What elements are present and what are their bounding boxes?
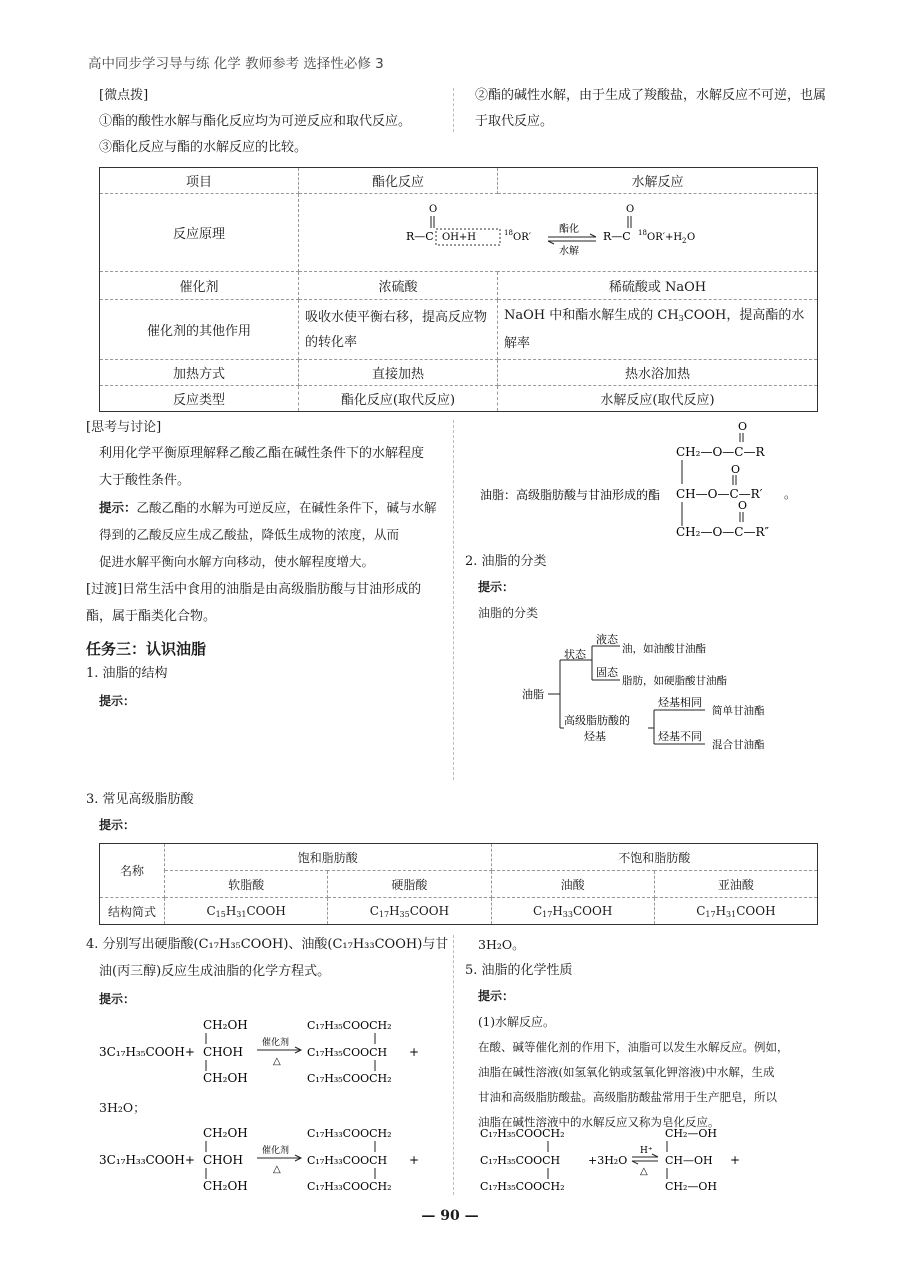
svg-text:3C₁₇H₃₅COOH+: 3C₁₇H₃₅COOH+ — [99, 1045, 195, 1059]
svg-text:2: 2 — [682, 236, 687, 245]
equation-stearin-water: 3H₂O； — [99, 1100, 146, 1115]
page-number: — 90 — — [421, 1208, 479, 1224]
svg-text:C₁₇H₃₅COOCH: C₁₇H₃₅COOCH — [307, 1046, 388, 1059]
svg-text:CH₂—OH: CH₂—OH — [665, 1180, 718, 1193]
svg-text:R—C: R—C — [406, 229, 434, 243]
section-1-hint: 提示： — [99, 694, 136, 708]
discuss-question-2: 大于酸性条件。 — [99, 473, 191, 488]
svg-text:CHOH: CHOH — [203, 1045, 243, 1059]
discuss-label: [思考与讨论] — [86, 420, 162, 435]
section-3-title: 3. 常见高级脂肪酸 — [86, 792, 194, 807]
name-label: 名称 — [100, 844, 165, 898]
fatty-acid-table — [99, 843, 818, 925]
svg-text:酯化: 酯化 — [559, 223, 579, 235]
svg-text:△: △ — [640, 1166, 648, 1177]
cell-catalyst-esterification: 浓硫酸 — [299, 272, 498, 300]
cell-heating-hydrolysis: 热水浴加热 — [498, 360, 818, 386]
svg-text:高级脂肪酸的: 高级脂肪酸的 — [564, 714, 630, 727]
svg-text:催化剂: 催化剂 — [262, 1146, 290, 1156]
svg-text:CH₂OH: CH₂OH — [203, 1018, 248, 1032]
classify-title: 油脂的分类 — [478, 606, 539, 620]
svg-text:OH+H: OH+H — [442, 231, 477, 243]
esterification-hydrolysis-table — [99, 167, 818, 412]
section-5-text-3: 甘油和高级脂肪酸盐。高级脂肪酸盐常用于生产肥皂，所以 — [478, 1090, 777, 1104]
svg-text:固态: 固态 — [596, 666, 618, 679]
classification-tree — [520, 630, 790, 759]
section-3-hint: 提示： — [99, 818, 136, 832]
svg-text:△: △ — [273, 1164, 281, 1175]
unsaturated-header: 不饱和脂肪酸 — [491, 844, 818, 871]
svg-text:C₁₇H₃₅COOCH₂: C₁₇H₃₅COOCH₂ — [480, 1180, 565, 1193]
svg-text:H⁺: H⁺ — [640, 1146, 653, 1156]
svg-text:C₁₇H₃₃COOCH: C₁₇H₃₃COOCH — [307, 1154, 388, 1167]
svg-text:C₁₇H₃₅COOCH₂: C₁₇H₃₅COOCH₂ — [307, 1019, 392, 1032]
classification-tree-svg — [520, 630, 790, 755]
cell-type-hydrolysis: 水解反应(取代反应) — [498, 386, 818, 412]
svg-text:油脂：高级脂肪酸与甘油形成的酯: 油脂：高级脂肪酸与甘油形成的酯 — [480, 488, 661, 502]
svg-text:+3H₂O: +3H₂O — [588, 1154, 628, 1167]
acid-formula: $C_{17}H_{31}COOH$ — [654, 898, 817, 925]
equation-stearin-svg — [99, 1012, 449, 1092]
svg-text:OR′: OR′ — [513, 231, 531, 243]
svg-text:O: O — [731, 463, 741, 476]
acid-name: 软脂酸 — [165, 871, 328, 898]
svg-text:△: △ — [273, 1056, 281, 1067]
column-divider — [453, 420, 454, 780]
section-5-title: 5. 油脂的化学性质 — [465, 963, 573, 978]
svg-text:CH₂OH: CH₂OH — [203, 1126, 248, 1140]
equation-stearin — [99, 1012, 449, 1095]
section-4-line-1: 4. 分别写出硬脂酸(C₁₇H₃₅COOH)、油酸(C₁₇H₃₃COOH)与甘 — [86, 937, 449, 952]
acid-formula: $C_{17}H_{33}COOH$ — [491, 898, 654, 925]
discuss-question-1: 利用化学平衡原理解释乙酸乙酯在碱性条件下的水解程度 — [99, 446, 425, 461]
col-header-esterification: 酯化反应 — [299, 168, 498, 194]
svg-text:烃基不同: 烃基不同 — [658, 730, 702, 743]
section-1-title: 1. 油脂的结构 — [86, 666, 168, 681]
cell-role-esterification: 吸收水使平衡右移，提高反应物 的转化率 — [299, 300, 498, 360]
equation-olein-svg — [99, 1120, 449, 1200]
svg-text:3C₁₇H₃₃COOH+: 3C₁₇H₃₃COOH+ — [99, 1153, 195, 1167]
svg-text:油，如油酸甘油酯: 油，如油酸甘油酯 — [622, 643, 706, 655]
svg-text:+: + — [409, 1045, 420, 1059]
col-header-item: 项目 — [100, 168, 299, 194]
esterification-reaction-svg — [308, 198, 808, 264]
tip-line-2a: ②酯的碱性水解，由于生成了羧酸盐，水解反应不可逆，也属 — [475, 88, 827, 103]
section-4-line-2: 油(丙三醇)反应生成油脂的化学方程式。 — [99, 964, 331, 979]
discuss-answer-3: 促进水解平衡向水解方向移动，使水解程度增大。 — [99, 554, 375, 569]
svg-text:CHOH: CHOH — [203, 1153, 243, 1167]
svg-text:油脂: 油脂 — [522, 688, 544, 701]
svg-text:水解: 水解 — [559, 245, 579, 257]
section-5-text-2: 油脂在碱性溶液(如氢氧化钠或氢氧化钾溶液)中水解，生成 — [478, 1065, 775, 1079]
tip-line-2b: 于取代反应。 — [475, 114, 554, 129]
column-divider — [453, 88, 454, 132]
svg-text:CH—OH: CH—OH — [665, 1154, 713, 1167]
section-5-hint: 提示： — [478, 989, 515, 1003]
acid-formula: $C_{15}H_{31}COOH$ — [165, 898, 328, 925]
section-5-text-4: 油脂在碱性溶液中的水解反应又称为皂化反应。 — [478, 1115, 720, 1129]
section-5-text-1: 在酸、碱等催化剂的作用下，油脂可以发生水解反应。例如， — [478, 1040, 789, 1054]
svg-text:C₁₇H₃₅COOCH: C₁₇H₃₅COOCH — [480, 1154, 561, 1167]
saponification-svg — [480, 1120, 800, 1200]
section-5-sub-1: (1)水解反应。 — [478, 1015, 555, 1029]
svg-text:CH₂OH: CH₂OH — [203, 1071, 248, 1085]
svg-text:烃基: 烃基 — [584, 730, 606, 743]
task3-title: 任务三：认识油脂 — [86, 640, 207, 658]
tip-line-3: ③酯化反应与酯的水解反应的比较。 — [99, 140, 308, 155]
svg-text:O: O — [738, 420, 748, 433]
svg-text:CH₂—O—C—R: CH₂—O—C—R — [676, 445, 765, 459]
reaction-equation — [299, 194, 818, 272]
svg-text:CH₂OH: CH₂OH — [203, 1179, 248, 1193]
svg-text:+: + — [730, 1153, 741, 1167]
svg-text:催化剂: 催化剂 — [262, 1038, 290, 1048]
svg-text:18: 18 — [504, 228, 513, 237]
row-label-principle: 反应原理 — [100, 194, 299, 272]
svg-text:C₁₇H₃₅COOCH₂: C₁₇H₃₅COOCH₂ — [480, 1127, 565, 1140]
cell-type-esterification: 酯化反应(取代反应) — [299, 386, 498, 412]
acid-name: 硬脂酸 — [328, 871, 491, 898]
svg-text:CH₂—O—C—R″: CH₂—O—C—R″ — [676, 525, 769, 539]
row-label-type: 反应类型 — [100, 386, 299, 412]
svg-text:脂肪，如硬脂酸甘油酯: 脂肪，如硬脂酸甘油酯 — [622, 675, 727, 687]
svg-text:O: O — [429, 203, 438, 215]
svg-text:18: 18 — [638, 228, 647, 237]
structure-label: 结构简式 — [100, 898, 165, 925]
svg-text:O: O — [738, 499, 748, 512]
section-2-title: 2. 油脂的分类 — [465, 554, 547, 569]
tip-line-1: ①酯的酸性水解与酯化反应均为可逆反应和取代反应。 — [99, 114, 412, 129]
svg-text:R—C: R—C — [603, 229, 631, 243]
olein-water: 3H₂O。 — [478, 937, 525, 952]
acid-name: 亚油酸 — [654, 871, 817, 898]
acid-name: 油酸 — [491, 871, 654, 898]
saponification-equation — [480, 1120, 800, 1204]
svg-text:C₁₇H₃₃COOCH₂: C₁₇H₃₃COOCH₂ — [307, 1127, 392, 1140]
saturated-header: 饱和脂肪酸 — [165, 844, 492, 871]
svg-text:液态: 液态 — [596, 633, 618, 646]
column-divider — [453, 935, 454, 1195]
discuss-answer-1: 提示：乙酸乙酯的水解为可逆反应，在碱性条件下，碱与水解 — [99, 500, 437, 515]
svg-text:。: 。 — [784, 487, 797, 501]
acid-formula: $C_{17}H_{35}COOH$ — [328, 898, 491, 925]
row-label-catalyst: 催化剂 — [100, 272, 299, 300]
svg-text:C₁₇H₃₅COOCH₂: C₁₇H₃₅COOCH₂ — [307, 1072, 392, 1085]
equation-olein — [99, 1120, 449, 1203]
svg-text:O: O — [687, 231, 696, 243]
section-2-hint: 提示： — [478, 580, 515, 594]
tip-label: [微点拨] — [99, 88, 149, 103]
svg-text:简单甘油酯: 简单甘油酯 — [712, 705, 765, 717]
transition-line-2: 酯，属于酯类化合物。 — [86, 609, 217, 624]
triglyceride-structure-svg — [480, 418, 810, 546]
discuss-answer-2: 得到的乙酸反应生成乙酸盐，降低生成物的浓度，从而 — [99, 527, 400, 542]
svg-text:O: O — [626, 203, 635, 215]
section-4-hint: 提示： — [99, 992, 136, 1006]
running-header: 高中同步学习导与练 化学 教师参考 选择性必修 3 — [88, 56, 384, 72]
svg-text:烃基相同: 烃基相同 — [658, 696, 702, 709]
row-label-heating: 加热方式 — [100, 360, 299, 386]
cell-catalyst-hydrolysis: 稀硫酸或 NaOH — [498, 272, 818, 300]
cell-heating-esterification: 直接加热 — [299, 360, 498, 386]
oil-structure — [480, 418, 810, 550]
svg-text:+: + — [409, 1153, 420, 1167]
svg-text:状态: 状态 — [564, 648, 586, 661]
transition-line-1: [过渡]日常生活中食用的油脂是由高级脂肪酸与甘油形成的 — [86, 582, 422, 597]
cell-role-hydrolysis: NaOH 中和酯水解生成的 $CH_3COOH$，提高酯的水 解率 — [498, 300, 818, 360]
svg-text:混合甘油酯: 混合甘油酯 — [712, 739, 765, 751]
svg-text:CH—O—C—R′: CH—O—C—R′ — [676, 487, 763, 501]
row-label-catalyst-role: 催化剂的其他作用 — [100, 300, 299, 360]
svg-text:C₁₇H₃₃COOCH₂: C₁₇H₃₃COOCH₂ — [307, 1180, 392, 1193]
svg-text:CH₂—OH: CH₂—OH — [665, 1127, 718, 1140]
svg-text:OR′+H: OR′+H — [647, 231, 683, 243]
col-header-hydrolysis: 水解反应 — [498, 168, 818, 194]
